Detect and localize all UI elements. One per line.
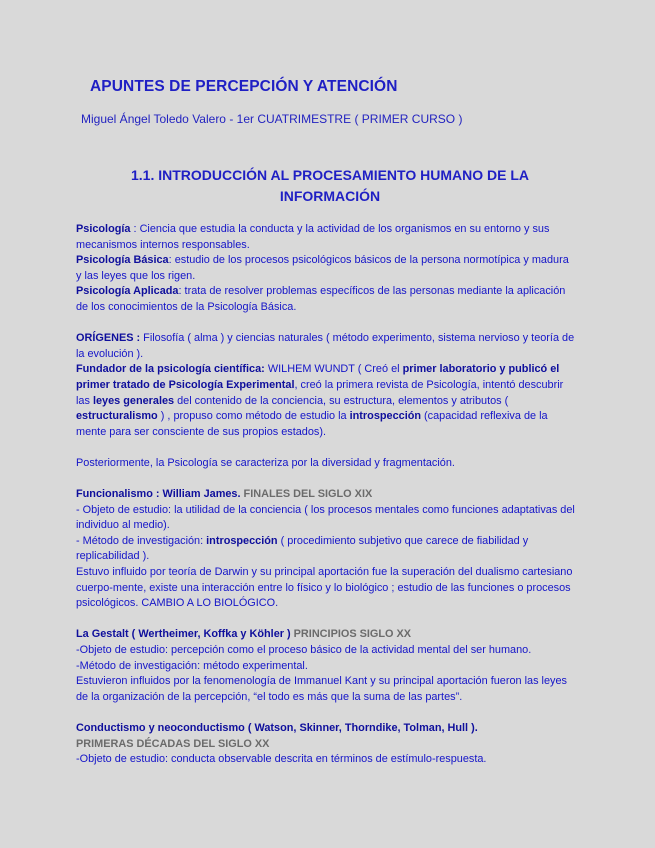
- functionalism-method: [76, 534, 576, 565]
- origins-term: ORÍGENES :: [76, 332, 141, 345]
- founder-paragraph: [76, 362, 576, 440]
- term: Psicología: [76, 223, 131, 235]
- behaviorism-heading: [76, 721, 576, 737]
- separator: :: [178, 285, 185, 298]
- period-label: PRINCIPIOS SIGLO XX: [290, 628, 412, 641]
- method-label: - Método de investigación:: [76, 534, 207, 547]
- separator: :: [168, 254, 175, 267]
- founder-term: Fundador de la psicología científica:: [76, 363, 265, 376]
- functionalism-object: - Objeto de estudio: la utilidad de la conciencia ( los procesos mentales como funciones adaptativas del individuo al medio).: [76, 503, 575, 532]
- separator: :: [130, 223, 140, 235]
- gestalt-method: -Método de investigación: método experimental.: [76, 659, 308, 672]
- founder-highlight: leyes generales: [92, 394, 175, 407]
- definition-text: Ciencia que estudia la conducta y la actividad de los organismos en su entorno y sus mecanismos internos responsables.: [76, 223, 550, 251]
- term: Psicología Básica: [76, 254, 169, 267]
- origins-text: Filosofía ( alma ) y ciencias naturales ( método experimento, sistema nervioso y teoría de la evolución ).: [76, 332, 575, 360]
- method-highlight: introspección: [206, 534, 278, 547]
- founder-text: del contenido de la conciencia, su estructura, elementos y atributos (: [174, 394, 509, 407]
- later-paragraph: Posteriormente, la Psicología se caracteriza por la diversidad y fragmentación.: [76, 456, 455, 469]
- term: Psicología Aplicada: [76, 285, 179, 298]
- definition-text: estudio de los procesos psicológicos básicos de la persona normotípica y madura y las leyes que los rigen.: [76, 254, 569, 282]
- origins-paragraph: [76, 331, 576, 362]
- document-body: [76, 222, 576, 768]
- section-title: 1.1. INTRODUCCIÓN AL PROCESAMIENTO HUMANO DE LA INFORMACIÓN: [131, 167, 529, 204]
- founder-text: WILHEM WUNDT ( Creó el: [264, 363, 403, 376]
- period-label: PRIMERAS DÉCADAS DEL SIGLO XX: [76, 737, 270, 750]
- definition-text: trata de resolver problemas específicos de las personas mediante la aplicación de los conocimientos de la Psicología Básica.: [76, 285, 566, 313]
- definition-psicologia: [76, 222, 576, 253]
- functionalism-influence: Estuvo influido por teoría de Darwin y su principal aportación fue la superación del dualismo cartesiano cuerpo-mente, existe una interacción entre lo físico y lo biológico ; estudio de las funciones o procesos psicológicos. CAMBIO A LO BIOLÓGICO.: [76, 566, 573, 610]
- behaviorism-period: [76, 737, 576, 753]
- definition-psicologia-basica: [76, 253, 576, 284]
- heading-text: Conductismo y neoconductismo ( Watson, Skinner, Thorndike, Tolman, Hull ).: [76, 722, 478, 734]
- author-line: Miguel Ángel Toledo Valero - 1er CUATRIMESTRE ( PRIMER CURSO ): [81, 112, 463, 126]
- document-title: APUNTES DE PERCEPCIÓN Y ATENCIÓN: [90, 78, 398, 95]
- founder-highlight: estructuralismo: [76, 410, 158, 423]
- gestalt-heading: [76, 627, 576, 643]
- gestalt-object: -Objeto de estudio: percepción como el proceso básico de la actividad mental del ser humano.: [76, 644, 532, 657]
- definition-psicologia-aplicada: [76, 284, 576, 315]
- behaviorism-object: -Objeto de estudio: conducta observable descrita en términos de estímulo-respuesta.: [76, 753, 487, 766]
- founder-text: , creó la primera revista de Psicología, intentó descubrir las: [76, 378, 564, 407]
- gestalt-influence: Estuvieron influidos por la fenomenología de Immanuel Kant y su principal aportación fueron las leyes de la organización de la percepción, “el todo es más que la suma de las partes”.: [76, 675, 567, 703]
- founder-text: (capacidad reflexiva de la mente para ser consciente de sus propios estados).: [76, 410, 548, 438]
- founder-text: ) , propuso como método de estudio la: [157, 410, 350, 423]
- heading-text: Funcionalismo : William James.: [76, 488, 241, 501]
- founder-highlight: primer laboratorio y publicó el primer tratado de Psicología Experimental: [76, 363, 560, 391]
- period-label: FINALES DEL SIGLO XIX: [240, 488, 373, 501]
- heading-text: La Gestalt ( Wertheimer, Koffka y Köhler ): [76, 628, 291, 641]
- founder-highlight: introspección: [349, 410, 422, 423]
- functionalism-heading: [76, 487, 576, 503]
- method-text: ( procedimiento subjetivo que carece de fiabilidad y replicabilidad ).: [76, 534, 529, 563]
